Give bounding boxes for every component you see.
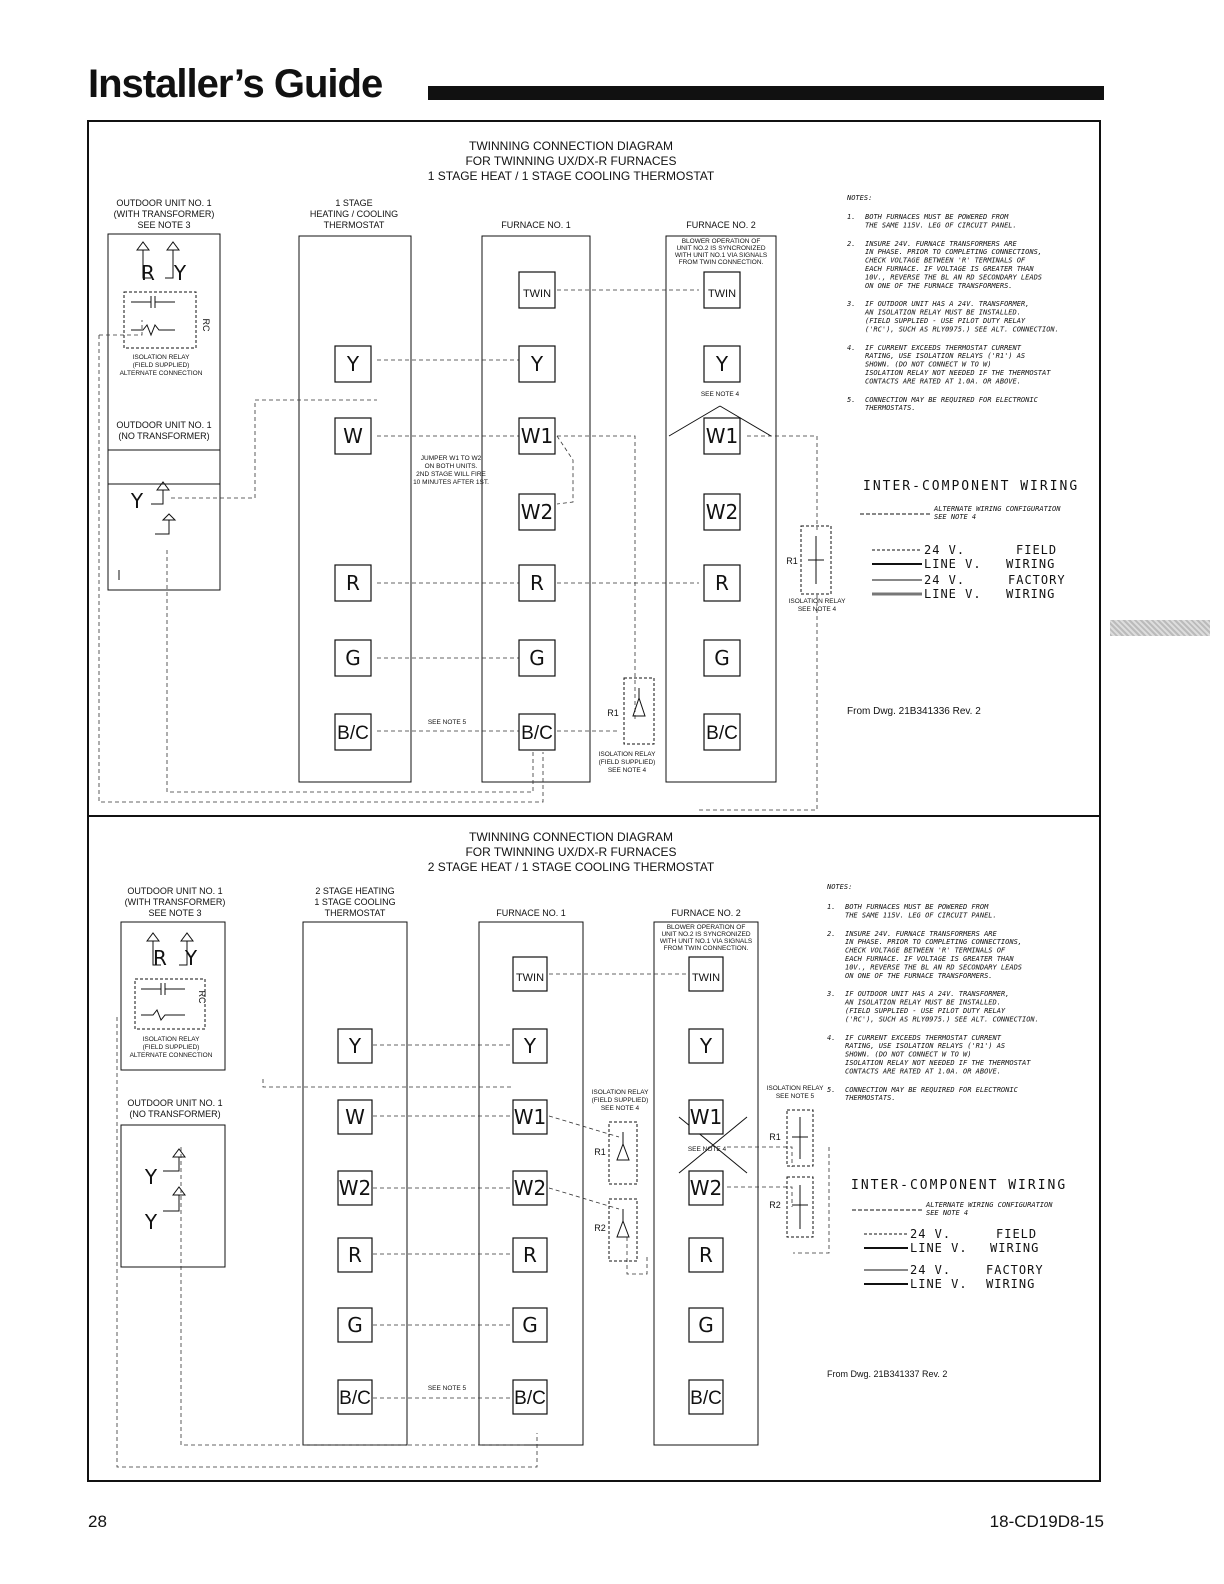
note-4-line: IF CURRENT EXCEEDS THERMOSTAT CURRENT [845,1033,1001,1042]
title-rule [428,86,1104,100]
note-4-line: IF CURRENT EXCEEDS THERMOSTAT CURRENT [865,343,1021,352]
b-blower-2: UNIT NO.2 IS SYNCRONIZED [661,931,751,938]
f2-g-terminal: G [714,646,730,670]
b-tstat-r-terminal: R [348,1243,362,1267]
legend-factory-24v: 24 V. [924,573,966,587]
note-3-number: 3. [827,990,836,999]
outdoor-y-label: Y [173,261,187,285]
note-5-line: THERMOSTATS. [845,1094,896,1103]
b-f1-g-terminal: G [522,1313,538,1337]
b-outdoor2-b-label: Y [144,1210,158,1234]
b-r2-right: R2 [769,1200,781,1210]
outdoor1-label-2: (WITH TRANSFORMER) [113,209,215,219]
note-4-line: SHOWN. (DO NOT CONNECT W TO W) [845,1050,972,1059]
note-4-line: RATING, USE ISOLATION RELAYS ('R1') AS [865,352,1026,361]
f2-twin-terminal: TWIN [707,288,737,300]
outdoor-r-label: R [141,261,155,285]
f1-y-terminal: Y [530,352,544,376]
f2-r-terminal: R [715,571,729,595]
thermostat-label-3: THERMOSTAT [323,220,385,230]
b-f1-w1-terminal: W1 [513,1105,547,1129]
f1-bc-terminal: B/C [521,723,553,744]
r1-label-bottom: R1 [607,708,619,718]
note-3-line: (FIELD SUPPLIED - USE PILOT DUTY RELAY [865,317,1026,325]
b-outdoor1-2: (WITH TRANSFORMER) [124,897,226,907]
b-tstat-w-terminal: W [345,1105,365,1129]
note-4-line: ISOLATION RELAY NOT NEEDED IF THE THERMOSTAT [865,369,1051,377]
outdoor-unit-no-transformer-2 [121,1125,225,1267]
note-1-line: THE SAME 115V. LEG OF CIRCUIT PANEL. [865,221,1017,230]
note-2-line: INSURE 24V. FURNACE TRANSFORMERS ARE [865,239,1017,248]
f1-w2-terminal: W2 [520,500,554,524]
b-outdoor2-2: (NO TRANSFORMER) [129,1109,221,1119]
iso-alt-3: ALTERNATE CONNECTION [119,370,203,377]
legend-factory-wiring: WIRING [1006,587,1056,601]
legend-field-line: LINE V. [924,557,982,571]
b-f1-bc-terminal: B/C [514,1388,546,1409]
outdoor1-label-3: SEE NOTE 3 [137,220,191,230]
b-legend-factory-line: LINE V. [910,1277,968,1291]
note-2-line: CHECK VOLTAGE BETWEEN 'R' TERMINALS OF [865,256,1026,265]
b-legend-alt-1: ALTERNATE WIRING CONFIGURATION [926,1201,1053,1209]
b-legend-factory-label: FACTORY [986,1263,1044,1277]
iso-alt-2: (FIELD SUPPLIED) [132,362,190,369]
side-tab [1110,620,1210,636]
b-tstat-y-terminal: Y [348,1034,362,1058]
note-3-line: AN ISOLATION RELAY MUST BE INSTALLED. [865,308,1021,317]
b-furnace-1: FURNACE NO. 1 [496,908,566,918]
jumper-note-4: 10 MINUTES AFTER 1ST. [413,479,489,486]
b-thermostat-1: 2 STAGE HEATING [315,886,395,896]
b-f2-g-terminal: G [698,1313,714,1337]
b-iso-alt-3: ALTERNATE CONNECTION [129,1052,213,1059]
b-tstat-w2-terminal: W2 [338,1176,372,1200]
r1-label: R1 [786,556,798,566]
legend-alt-1: ALTERNATE WIRING CONFIGURATION [934,505,1061,513]
legend-heading: INTER-COMPONENT WIRING [863,479,1080,494]
legend-bottom [850,1196,1090,1306]
outdoor1-label-1: OUTDOOR UNIT NO. 1 [116,198,212,208]
note-4-line: CONTACTS ARE RATED AT 1.0A. OR ABOVE. [845,1067,1001,1076]
legend-factory-label: FACTORY [1008,573,1066,587]
b-iso-alt-1: ISOLATION RELAY [142,1036,200,1043]
note-2-line: ON ONE OF THE FURNACE TRANSFORMERS. [865,281,1013,290]
blower-note-2: UNIT NO.2 IS SYNCRONIZED [676,245,766,252]
outdoor2-label-2: (NO TRANSFORMER) [118,431,210,441]
from-dwg: From Dwg. 21B341336 Rev. 2 [847,706,981,717]
note-3-number: 3. [847,300,856,309]
note-5-line: THERMOSTATS. [865,404,916,413]
b-f2-twin-terminal: TWIN [691,972,721,984]
note-4-line: ISOLATION RELAY NOT NEEDED IF THE THERMOSTAT [845,1059,1031,1067]
note-2-line: IN PHASE. PRIOR TO COMPLETING CONNECTIONS, [865,248,1043,257]
blower-note-1: BLOWER OPERATION OF [681,238,761,245]
b-f2-w1-terminal: W1 [689,1105,723,1129]
note-4-line: CONTACTS ARE RATED AT 1.0A. OR ABOVE. [865,377,1021,386]
tstat-r-terminal: R [346,571,360,595]
note-1-number: 1. [847,213,856,221]
b-outdoor2-1: OUTDOOR UNIT NO. 1 [127,1098,223,1108]
legend-field-wiring: WIRING [1006,557,1056,571]
f2-w2-terminal: W2 [705,500,739,524]
note-5-number: 5. [827,1085,836,1094]
b-iso-mid-2: (FIELD SUPPLIED) [591,1097,649,1104]
note-2-line: EACH FURNACE. IF VOLTAGE IS GREATER THAN [845,955,1014,963]
see-note-4: SEE NOTE 4 [700,391,740,398]
b-legend-factory-wiring: WIRING [986,1277,1036,1291]
note-2-number: 2. [827,929,836,938]
notes-heading-2: NOTES: [827,883,853,891]
legend-heading-2: INTER-COMPONENT WIRING [851,1178,1068,1193]
iso-bottom-3: SEE NOTE 4 [607,767,647,774]
f2-y-terminal: Y [715,352,729,376]
jumper-note-2: ON BOTH UNITS. [424,463,478,470]
b-see-note-5: SEE NOTE 5 [427,1385,467,1392]
b-f1-r-terminal: R [523,1243,537,1267]
tstat-bc-terminal: B/C [337,723,369,744]
b-see-note-4: SEE NOTE 4 [687,1146,727,1153]
outdoor2-label-1: OUTDOOR UNIT NO. 1 [116,420,212,430]
b-legend-factory-24v: 24 V. [910,1263,952,1277]
b-blower-1: BLOWER OPERATION OF [666,924,746,931]
b-outdoor-y-label: Y [184,946,198,970]
note-2-line: 10V., REVERSE THE BL AN RD SECONDARY LEADS [845,963,1023,972]
bottom-title-2: FOR TWINNING UX/DX-R FURNACES [465,845,677,859]
page-number: 28 [88,1512,107,1531]
b-f2-bc-terminal: B/C [690,1388,722,1409]
b-outdoor-rc-label: RC [197,990,207,1004]
iso-bottom-2: (FIELD SUPPLIED) [598,759,656,766]
iso-bottom-1: ISOLATION RELAY [598,751,656,758]
note-4-line: RATING, USE ISOLATION RELAYS ('R1') AS [845,1042,1006,1051]
top-title-1: TWINNING CONNECTION DIAGRAM [469,139,673,153]
b-iso-right-2: SEE NOTE 5 [775,1093,815,1100]
b-iso-right-1: ISOLATION RELAY [766,1085,824,1092]
note-1-line: BOTH FURNACES MUST BE POWERED FROM [845,903,989,911]
b-f2-r-terminal: R [699,1243,713,1267]
tstat-g-terminal: G [345,646,361,670]
notes-bottom [825,817,1085,1217]
note-4-number: 4. [827,1033,836,1042]
note-2-line: IN PHASE. PRIOR TO COMPLETING CONNECTIONS, [845,938,1023,947]
b-blower-3: WITH UNIT NO.1 VIA SIGNALS [659,938,753,945]
bottom-title-3: 2 STAGE HEAT / 1 STAGE COOLING THERMOSTAT [427,860,715,874]
b-f1-w2-terminal: W2 [513,1176,547,1200]
b-f2-w2-terminal: W2 [689,1176,723,1200]
notes-heading: NOTES: [847,194,873,202]
outdoor-rc-label: RC [201,318,211,332]
f2-w1-terminal: W1 [705,424,739,448]
b-iso-mid-1: ISOLATION RELAY [591,1089,649,1096]
b-legend-field-24v: 24 V. [910,1227,952,1241]
tstat-w-terminal: W [343,424,363,448]
b-iso-alt-2: (FIELD SUPPLIED) [142,1044,200,1051]
b-outdoor1-1: OUTDOOR UNIT NO. 1 [127,886,223,896]
blower-note-4: FROM TWIN CONNECTION. [678,259,764,266]
b-furnace-2: FURNACE NO. 2 [671,908,741,918]
f2-bc-terminal: B/C [706,723,738,744]
note-3-line: IF OUTDOOR UNIT HAS A 24V. TRANSFORMER, [865,300,1030,309]
blower-note-3: WITH UNIT NO.1 VIA SIGNALS [674,252,768,259]
b-outdoor1-3: SEE NOTE 3 [148,908,202,918]
b-r1-left: R1 [594,1147,606,1157]
note-1-number: 1. [827,903,836,911]
outdoor2-y-label: Y [130,489,144,513]
b-legend-alt-2: SEE NOTE 4 [926,1209,969,1217]
b-r2-left: R2 [594,1223,606,1233]
f1-twin-terminal: TWIN [522,288,552,300]
b-thermostat-3: THERMOSTAT [324,908,386,918]
b-outdoor2-y-label: Y [144,1165,158,1189]
note-2-number: 2. [847,239,856,248]
note-1-line: THE SAME 115V. LEG OF CIRCUIT PANEL. [845,911,997,920]
furnace-1-label: FURNACE NO. 1 [501,220,571,230]
thermostat-box [299,236,411,782]
b-from-dwg: From Dwg. 21B341337 Rev. 2 [827,1369,948,1379]
furnace-2-label: FURNACE NO. 2 [686,220,756,230]
b-tstat-bc-terminal: B/C [339,1388,371,1409]
b-f2-y-terminal: Y [699,1034,713,1058]
page-title: Installer’s Guide [88,62,383,106]
bottom-title-1: TWINNING CONNECTION DIAGRAM [469,830,673,844]
b-legend-field-line: LINE V. [910,1241,968,1255]
iso-r-2: SEE NOTE 4 [797,606,837,613]
note-4-number: 4. [847,343,856,352]
b-blower-4: FROM TWIN CONNECTION. [663,945,749,952]
b-tstat-g-terminal: G [347,1313,363,1337]
legend-top [858,500,1098,610]
b-legend-field-wiring: WIRING [990,1241,1040,1255]
tstat-y-terminal: Y [346,352,360,376]
note-3-line: ('RC'), SUCH AS RLY0975.) SEE ALT. CONNECTION. [845,1015,1039,1024]
b-f1-twin-terminal: TWIN [515,972,545,984]
b-outdoor-r-label: R [153,946,167,970]
b-r1-right: R1 [769,1132,781,1142]
note-4-line: SHOWN. (DO NOT CONNECT W TO W) [865,360,992,369]
b-f1-y-terminal: Y [523,1034,537,1058]
f1-w1-terminal: W1 [520,424,554,448]
jumper-note-3: 2ND STAGE WILL FIRE [416,471,486,478]
f1-r-terminal: R [530,571,544,595]
document-number: 18-CD19D8-15 [989,1512,1104,1531]
note-2-line: INSURE 24V. FURNACE TRANSFORMERS ARE [845,929,997,938]
iso-r-1: ISOLATION RELAY [788,598,846,605]
legend-field-label: FIELD [1016,543,1058,557]
note-2-line: ON ONE OF THE FURNACE TRANSFORMERS. [845,971,993,980]
see-note-5: SEE NOTE 5 [427,719,467,726]
note-5-line: CONNECTION MAY BE REQUIRED FOR ELECTRONIC [845,1085,1018,1094]
note-3-line: IF OUTDOOR UNIT HAS A 24V. TRANSFORMER, [845,990,1010,999]
thermostat-label-2: HEATING / COOLING [309,209,399,219]
b-iso-mid-3: SEE NOTE 4 [600,1105,640,1112]
f1-g-terminal: G [529,646,545,670]
legend-field-24v: 24 V. [924,543,966,557]
note-5-number: 5. [847,395,856,404]
legend-alt-2: SEE NOTE 4 [934,513,977,521]
iso-alt-1: ISOLATION RELAY [132,354,190,361]
note-3-line: (FIELD SUPPLIED - USE PILOT DUTY RELAY [845,1007,1006,1015]
top-title-3: 1 STAGE HEAT / 1 STAGE COOLING THERMOSTAT [427,169,715,183]
b-legend-field-label: FIELD [996,1227,1038,1241]
notes-top [845,120,1095,520]
note-2-line: EACH FURNACE. IF VOLTAGE IS GREATER THAN [865,265,1034,273]
note-5-line: CONNECTION MAY BE REQUIRED FOR ELECTRONIC [865,395,1038,404]
jumper-note-1: JUMPER W1 TO W2 [420,455,482,462]
b-thermostat-2: 1 STAGE COOLING [314,897,396,907]
note-2-line: 10V., REVERSE THE BL AN RD SECONDARY LEADS [865,273,1043,282]
note-3-line: AN ISOLATION RELAY MUST BE INSTALLED. [845,998,1001,1007]
top-title-2: FOR TWINNING UX/DX-R FURNACES [465,154,677,168]
thermostat-label-1: 1 STAGE [335,198,373,208]
note-3-line: ('RC'), SUCH AS RLY0975.) SEE ALT. CONNECTION. [865,325,1059,334]
note-1-line: BOTH FURNACES MUST BE POWERED FROM [865,213,1009,221]
note-2-line: CHECK VOLTAGE BETWEEN 'R' TERMINALS OF [845,946,1006,955]
legend-factory-line: LINE V. [924,587,982,601]
